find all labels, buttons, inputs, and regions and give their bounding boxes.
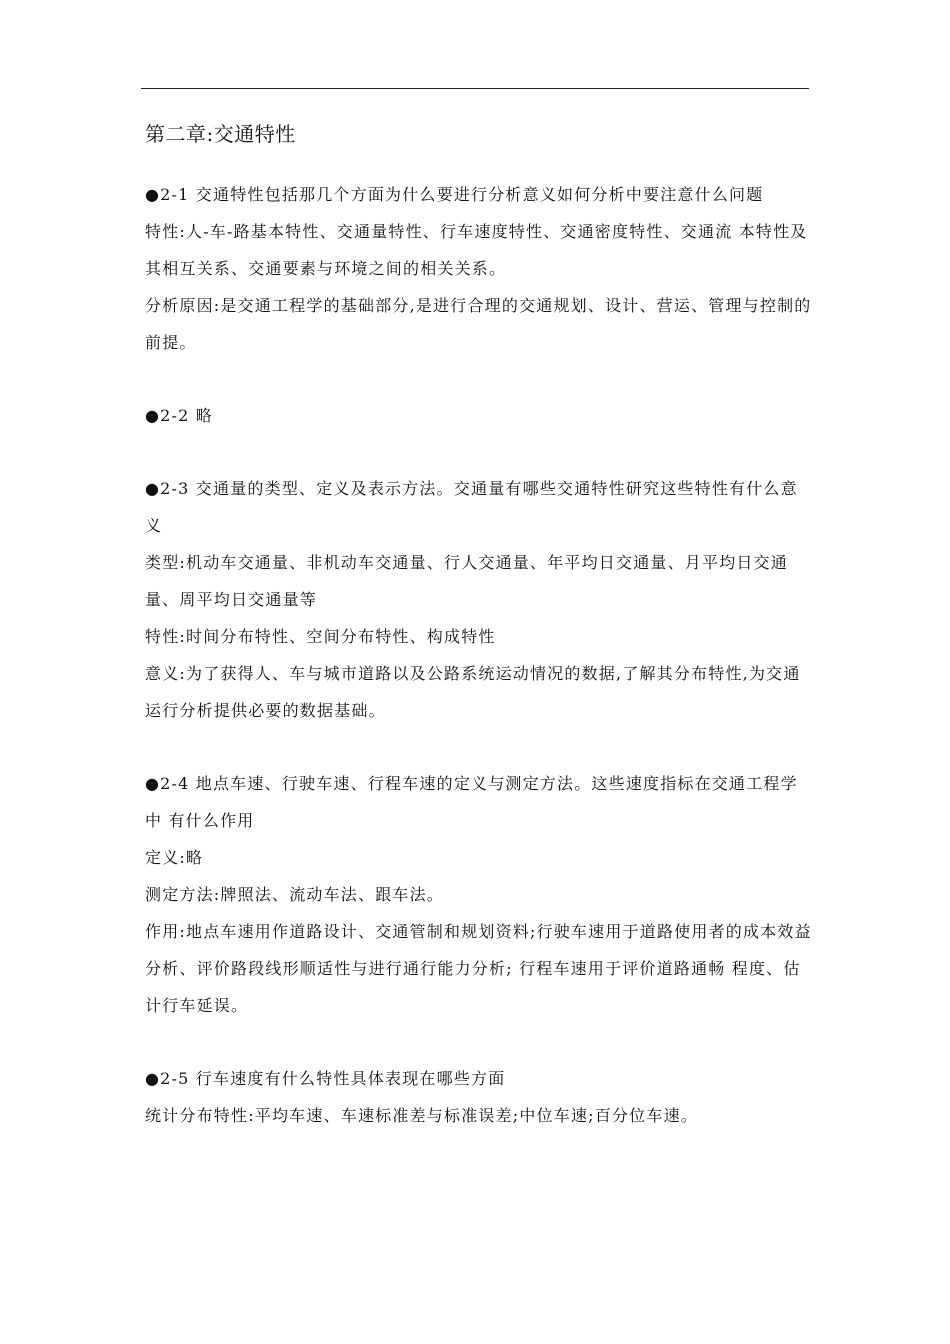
- section-2-5: [145, 1060, 813, 1134]
- document-body: [145, 116, 813, 1170]
- answer-2-3-characteristics: 特性:时间分布特性、空间分布特性、构成特性: [145, 627, 496, 646]
- question-2-5: ●2-5 行车速度有什么特性具体表现在哪些方面: [145, 1069, 506, 1088]
- question-2-4: ●2-4 地点车速、行驶车速、行程车速的定义与测定方法。这些速度指标在交通工程学中 有什么作用: [145, 774, 798, 830]
- answer-2-4-uses: 作用:地点车速用作道路设计、交通管制和规划资料;行驶车速用于道路使用者的成本效益分析、评价路段线形顺适性与进行通行能力分析; 行程车速用于评价道路通畅 程度、估计行车延误。: [145, 922, 812, 1015]
- question-2-2: ●2-2 略: [145, 406, 214, 425]
- answer-2-3-types: 类型:机动车交通量、非机动车交通量、行人交通量、年平均日交通量、月平均日交通量、周平均日交通量等: [145, 553, 788, 609]
- answer-2-1-characteristics: 特性:人-车-路基本特性、交通量特性、行车速度特性、交通密度特性、交通流 本特性及其相互关系、交通要素与环境之间的相关关系。: [145, 222, 808, 278]
- answer-2-4-methods: 测定方法:牌照法、流动车法、跟车法。: [145, 885, 444, 904]
- answer-2-4-definition: 定义:略: [145, 848, 204, 867]
- question-2-3: ●2-3 交通量的类型、定义及表示方法。交通量有哪些交通特性研究这些特性有什么意义: [145, 479, 798, 535]
- section-2-4: [145, 765, 813, 1024]
- header-rule: [141, 88, 809, 89]
- answer-2-5-statistics: 统计分布特性:平均车速、车速标准差与标准误差;中位车速;百分位车速。: [145, 1106, 698, 1125]
- section-2-1: [145, 176, 813, 361]
- answer-2-1-reason: 分析原因:是交通工程学的基础部分,是进行合理的交通规划、设计、营运、管理与控制的前提。: [145, 296, 812, 352]
- section-2-3: [145, 470, 813, 729]
- section-2-2: [145, 397, 813, 434]
- question-2-1: ●2-1 交通特性包括那几个方面为什么要进行分析意义如何分析中要注意什么问题: [145, 185, 764, 204]
- chapter-title: 第二章:交通特性: [145, 122, 296, 146]
- answer-2-3-significance: 意义:为了获得人、车与城市道路以及公路系统运动情况的数据,了解其分布特性,为交通运行分析提供必要的数据基础。: [145, 664, 801, 720]
